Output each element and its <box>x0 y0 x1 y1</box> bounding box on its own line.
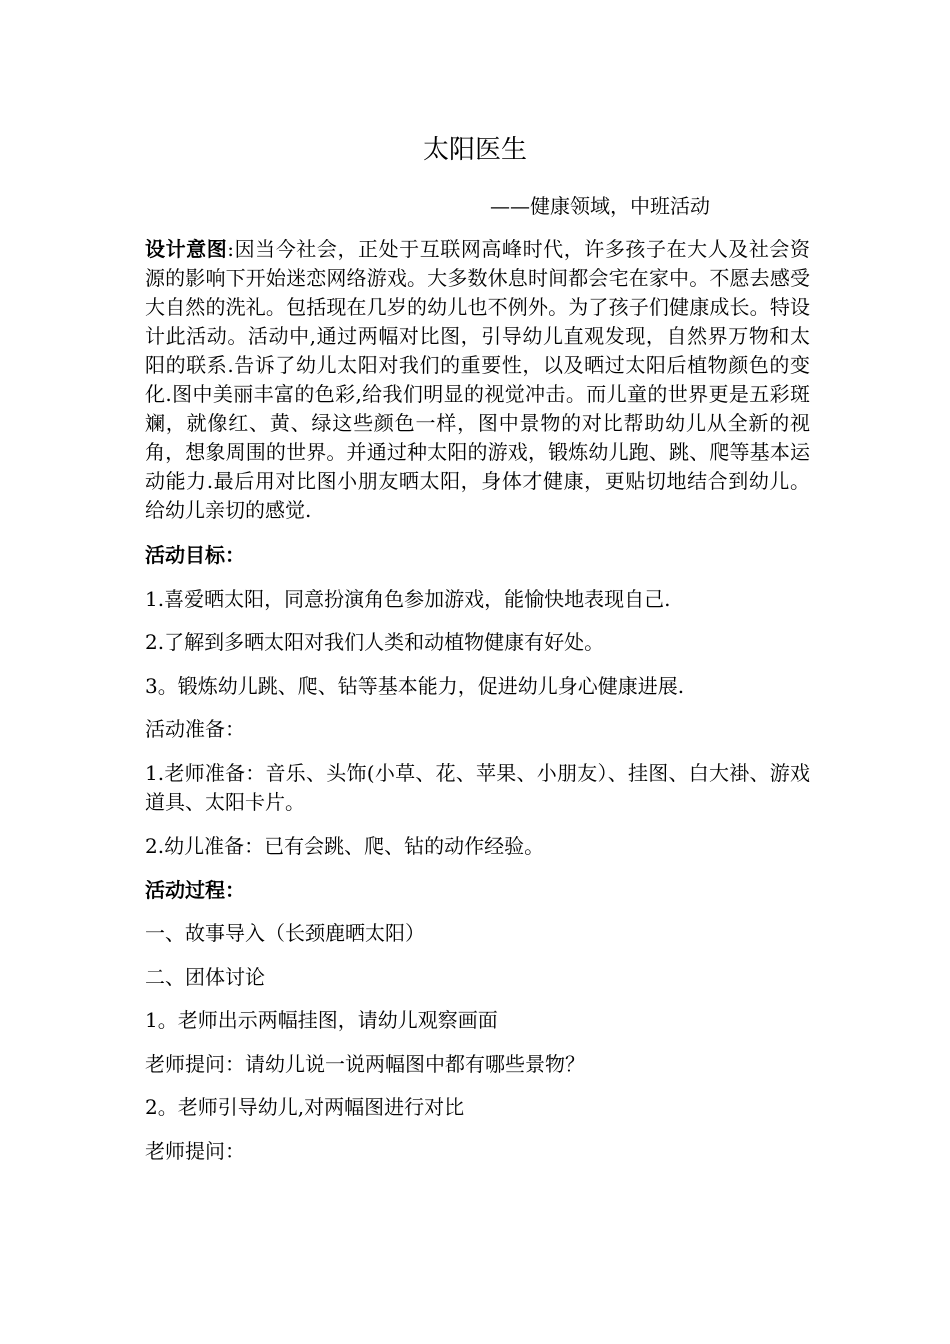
preparation-item: 2.幼儿准备：已有会跳、爬、钻的动作经验。 <box>145 834 545 858</box>
process-item: 一、故事导入（长颈鹿晒太阳） <box>145 921 425 945</box>
process-item: 老师提问： <box>145 1138 245 1163</box>
design-intent-paragraph <box>145 235 810 525</box>
preparation-heading: 活动准备： <box>145 717 245 741</box>
process-item: 1。老师出示两幅挂图，请幼儿观察画面 <box>145 1008 498 1032</box>
process-item: 老师提问：请幼儿说一说两幅图中都有哪些景物？ <box>145 1051 585 1076</box>
process-heading: 活动过程： <box>145 877 245 902</box>
document-subtitle: ——健康领域，中班活动 <box>490 194 710 218</box>
goal-item: 3。锻炼幼儿跳、爬、钻等基本能力，促进幼儿身心健康进展. <box>145 673 685 698</box>
goal-item: 2.了解到多晒太阳对我们人类和动植物健康有好处。 <box>145 630 605 654</box>
design-intent-text: :因当今社会，正处于互联网高峰时代，许多孩子在大人及社会资源的影响下开始迷恋网络游戏。大多数休息时间都会宅在家中。不愿去感受大自然的洗礼。包括现在几岁的幼儿也不例外。为了孩子们健康成长。特设计此活动。活动中,通过两幅对比图，引导幼儿直观发现，自然界万物和太阳的联系.告诉了幼儿太阳对我们的重要性，以及晒过太阳后植物颜色的变化.图中美丽丰富的色彩,给我们明显的视觉冲击。而儿童的世界更是五彩斑斓，就像红、黄、绿这些颜色一样，图中景物的对比帮助幼儿从全新的视角，想象周围的世界。并通过种太阳的游戏，锻炼幼儿跑、跳、爬等基本运动能力.最后用对比图小朋友晒太阳，身体才健康，更贴切地结合到幼儿。给幼儿亲切的感觉. <box>145 237 810 522</box>
document-title: 太阳医生 <box>422 135 527 165</box>
preparation-item: 1.老师准备：音乐、头饰(小草、花、苹果、小朋友）、挂图、白大褂、游戏道具、太阳卡片。 <box>145 760 810 814</box>
process-item: 2。老师引导幼儿,对两幅图进行对比 <box>145 1095 465 1119</box>
process-item: 二、团体讨论 <box>145 964 265 989</box>
design-intent-label: 设计意图 <box>145 237 228 261</box>
goals-heading: 活动目标： <box>145 543 245 567</box>
document-body <box>145 235 810 1180</box>
goal-item: 1.喜爱晒太阳，同意扮演角色参加游戏，能愉快地表现自己. <box>145 586 671 611</box>
